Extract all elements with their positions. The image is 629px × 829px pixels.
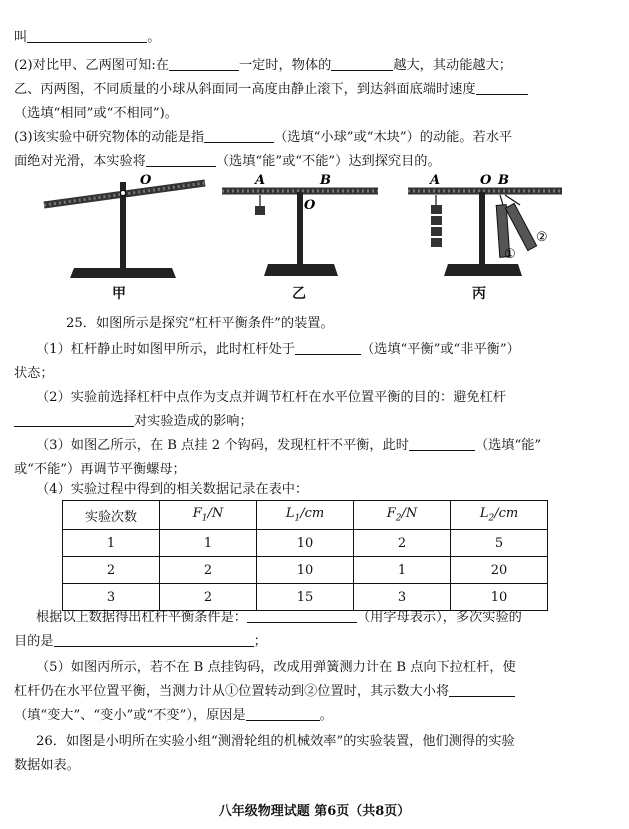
text-line bbox=[14, 460, 619, 480]
text: 面绝对光滑，本实验将 bbox=[14, 154, 146, 169]
text: （4）实验过程中得到的相关数据记录在表中： bbox=[36, 482, 309, 497]
lever-jia bbox=[44, 182, 205, 278]
table-header-row bbox=[63, 501, 548, 530]
label-position-2: ② bbox=[536, 230, 548, 245]
text: 数据如表。 bbox=[14, 758, 80, 773]
table-cell: 10 bbox=[257, 557, 354, 584]
text: （填“变大”、“变小”或“不变”），原因是 bbox=[14, 708, 246, 723]
text: （用字母表示），多次实验的 bbox=[357, 610, 522, 625]
table-cell: 2 bbox=[354, 530, 451, 557]
question-25-title bbox=[66, 314, 619, 334]
label-b-yi: B bbox=[320, 173, 331, 188]
text-line bbox=[14, 364, 619, 384]
page-footer: 八年级物理试题 第6页（共8页） bbox=[218, 804, 411, 819]
text-line bbox=[36, 608, 619, 628]
label-position-1: ① bbox=[504, 247, 516, 262]
table-cell: 5 bbox=[451, 530, 548, 557]
label-o-bing: O bbox=[480, 173, 492, 188]
text: ； bbox=[253, 634, 267, 649]
text: （选填“能”或“不能”）达到探究目的。 bbox=[215, 154, 441, 169]
table-row bbox=[63, 557, 548, 584]
caption-bing: 丙 bbox=[472, 286, 486, 302]
table-cell: 15 bbox=[257, 584, 354, 611]
label-b-bing: B bbox=[498, 173, 509, 188]
text: 乙、丙两图，不同质量的小球从斜面同一高度由静止滚下，到达斜面底端时速度 bbox=[14, 82, 476, 97]
text: （1）杠杆静止时如图甲所示，此时杠杆处于 bbox=[36, 342, 295, 357]
table-cell: 10 bbox=[451, 584, 548, 611]
text-line bbox=[14, 682, 619, 702]
table-header: $L_2/cm$ bbox=[451, 501, 548, 530]
text: 25．如图所示是探究“杠杆平衡条件”的装置。 bbox=[66, 316, 334, 331]
text: 26．如图是小明所在实验小组“测滑轮组的机械效率”的实验装置，他们测得的实验 bbox=[36, 734, 515, 749]
question-26-title bbox=[36, 732, 619, 752]
text-line bbox=[14, 706, 619, 726]
text-line bbox=[36, 480, 619, 500]
lever-yi bbox=[222, 191, 378, 276]
table-header: $L_1/cm$ bbox=[257, 501, 354, 530]
text-line bbox=[14, 632, 619, 652]
text: 。 bbox=[319, 708, 333, 723]
table-cell: 10 bbox=[257, 530, 354, 557]
answer-blank[interactable] bbox=[14, 412, 134, 427]
text: 状态； bbox=[14, 366, 54, 381]
table-header: $F_1/N$ bbox=[160, 501, 257, 530]
table-cell: 2 bbox=[160, 584, 257, 611]
data-table bbox=[62, 500, 548, 611]
text: （选填“相同”或“不相同”)。 bbox=[14, 106, 178, 121]
table-row bbox=[63, 530, 548, 557]
text-line bbox=[36, 388, 619, 408]
table-row bbox=[63, 584, 548, 611]
text: （5）如图丙所示，若不在 B 点挂钩码，改成用弹簧测力计在 B 点向下拉杠杆，使 bbox=[36, 660, 516, 675]
table-cell: 3 bbox=[354, 584, 451, 611]
text: （选填“能” bbox=[474, 438, 542, 453]
caption-yi: 乙 bbox=[292, 286, 306, 302]
text: （3）如图乙所示，在 B 点挂 2 个钩码，发现杠杆不平衡，此时 bbox=[36, 438, 409, 453]
table-cell: 3 bbox=[63, 584, 160, 611]
answer-blank[interactable] bbox=[54, 632, 254, 647]
text-line bbox=[36, 658, 619, 678]
label-a-bing: A bbox=[430, 173, 441, 188]
table-cell: 2 bbox=[63, 557, 160, 584]
text-line bbox=[36, 436, 619, 456]
table-cell: 1 bbox=[160, 530, 257, 557]
label-o-yi: O bbox=[304, 198, 316, 213]
text: 。 bbox=[147, 30, 161, 45]
table-cell: 2 bbox=[160, 557, 257, 584]
caption-jia: 甲 bbox=[112, 286, 126, 302]
table-cell: 20 bbox=[451, 557, 548, 584]
answer-blank[interactable] bbox=[449, 682, 515, 697]
text: （2）实验前选择杠杆中点作为支点并调节杠杆在水平位置平衡的目的：避免杠杆 bbox=[36, 390, 506, 405]
text: 一定时，物体的 bbox=[239, 58, 332, 73]
table-cell: 1 bbox=[354, 557, 451, 584]
table-header: $F_2/N$ bbox=[354, 501, 451, 530]
text: （选填“平衡”或“非平衡”） bbox=[360, 342, 520, 357]
table-cell: 1 bbox=[63, 530, 160, 557]
text-line bbox=[36, 340, 619, 360]
answer-blank[interactable] bbox=[246, 706, 320, 721]
answer-blank[interactable] bbox=[409, 436, 475, 451]
text: 目的是 bbox=[14, 634, 54, 649]
text: 叫 bbox=[14, 30, 28, 45]
lever-figure bbox=[0, 0, 629, 300]
label-a-yi: A bbox=[255, 173, 266, 188]
text: 或“不能”）再调节平衡螺母； bbox=[14, 462, 186, 477]
text: 根据以上数据得出杠杆平衡条件是： bbox=[36, 610, 247, 625]
text-line bbox=[14, 756, 619, 776]
text: 杠杆仍在水平位置平衡，当测力计从①位置转动到②位置时，其示数大小将 bbox=[14, 684, 450, 699]
answer-blank[interactable] bbox=[247, 608, 357, 623]
text-line bbox=[14, 412, 619, 432]
label-o-jia: O bbox=[140, 173, 152, 188]
text: (2)对比甲、乙两图可知:在 bbox=[14, 58, 169, 73]
text: 越大，其动能越大； bbox=[393, 58, 512, 73]
text: 对实验造成的影响； bbox=[134, 414, 253, 429]
text: （选填“小球”或“木块”）的动能。若水平 bbox=[274, 130, 513, 145]
text: (3)该实验中研究物体的动能是指 bbox=[14, 130, 205, 145]
table-header: 实验次数 bbox=[63, 501, 160, 530]
answer-blank[interactable] bbox=[295, 340, 361, 355]
